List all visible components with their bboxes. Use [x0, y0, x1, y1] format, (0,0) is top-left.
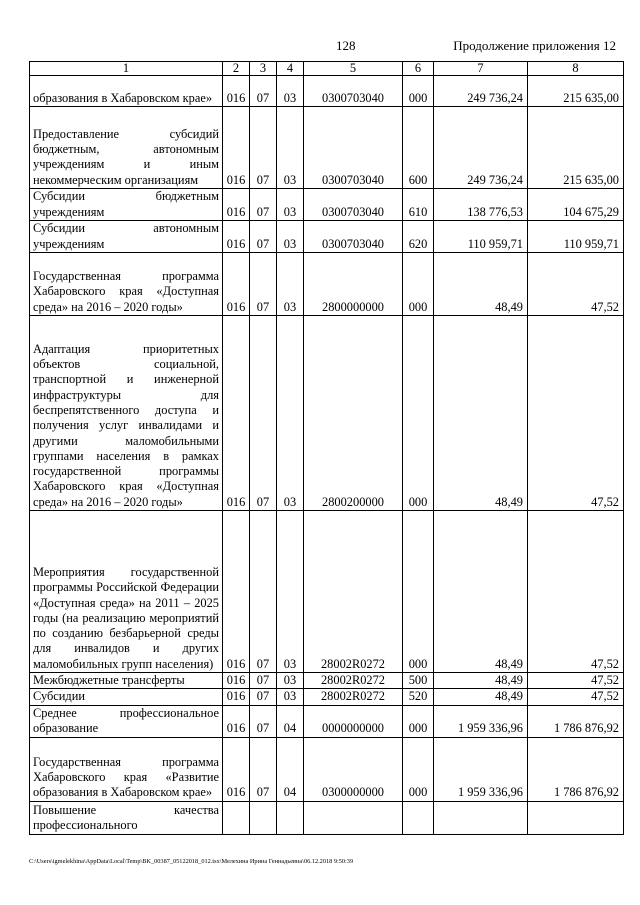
code-expense-type: 520	[403, 689, 434, 705]
code-subsection	[277, 801, 304, 834]
continuation-note: Продолжение приложения 12	[453, 38, 616, 53]
table-row	[30, 705, 624, 737]
column-header: 4	[277, 62, 304, 76]
item-name: Государственная программа Хабаровского края «Доступная среда» на 2016 – 2020 годы»	[30, 253, 223, 316]
column-header: 6	[403, 62, 434, 76]
code-target	[304, 801, 403, 834]
code-expense-type: 000	[403, 511, 434, 673]
code-ministry: 016	[223, 253, 250, 316]
code-section: 07	[250, 705, 277, 737]
code-expense-type: 610	[403, 189, 434, 221]
item-name: Межбюджетные трансферты	[30, 673, 223, 689]
amount-year2: 110 959,71	[528, 221, 624, 253]
amount-year1: 1 959 336,96	[434, 737, 528, 801]
item-name: Субсидии	[30, 689, 223, 705]
amount-year2: 1 786 876,92	[528, 705, 624, 737]
code-subsection: 03	[277, 316, 304, 511]
column-header: 1	[30, 62, 223, 76]
code-expense-type: 000	[403, 705, 434, 737]
code-expense-type	[403, 801, 434, 834]
item-name: образования в Хабаровском крае»	[30, 76, 223, 107]
amount-year2: 215 635,00	[528, 76, 624, 107]
code-target: 2800000000	[304, 253, 403, 316]
code-ministry: 016	[223, 189, 250, 221]
table-row	[30, 221, 624, 253]
amount-year1: 48,49	[434, 316, 528, 511]
amount-year1: 48,49	[434, 689, 528, 705]
code-subsection: 03	[277, 253, 304, 316]
code-section: 07	[250, 689, 277, 705]
code-ministry: 016	[223, 316, 250, 511]
table-row	[30, 189, 624, 221]
amount-year2: 47,52	[528, 253, 624, 316]
amount-year2: 47,52	[528, 316, 624, 511]
code-section	[250, 801, 277, 834]
code-expense-type: 000	[403, 316, 434, 511]
file-path-footer: C:\Users\igmelekhina\AppData\Local\Temp\BK_00387_05122018_012.tsx\Мелехина Ирина Геннадьевна\06.12.2018 9:50:39	[29, 858, 354, 865]
code-expense-type: 000	[403, 737, 434, 801]
code-target: 0300703040	[304, 107, 403, 189]
column-number-row	[30, 62, 624, 76]
budget-table	[29, 61, 624, 835]
code-expense-type: 500	[403, 673, 434, 689]
item-name: Субсидии автономным учреждениям	[30, 221, 223, 253]
code-ministry: 016	[223, 76, 250, 107]
code-section: 07	[250, 189, 277, 221]
code-ministry	[223, 801, 250, 834]
code-target: 0300000000	[304, 737, 403, 801]
item-name: Мероприятия государственной программы Российской Федерации «Доступная среда» на 2011 – 2025 годы (на реализацию мероприятий по созданию безбарьерной среды для инвалидов и других маломобильных групп населения)	[30, 511, 223, 673]
code-section: 07	[250, 511, 277, 673]
amount-year1: 48,49	[434, 511, 528, 673]
code-section: 07	[250, 107, 277, 189]
column-header: 7	[434, 62, 528, 76]
code-section: 07	[250, 76, 277, 107]
column-header: 3	[250, 62, 277, 76]
table-row	[30, 801, 624, 834]
page-number: 128	[336, 38, 356, 53]
item-name: Субсидии бюджетным учреждениям	[30, 189, 223, 221]
code-ministry: 016	[223, 737, 250, 801]
column-header: 8	[528, 62, 624, 76]
amount-year1: 1 959 336,96	[434, 705, 528, 737]
code-section: 07	[250, 221, 277, 253]
code-ministry: 016	[223, 221, 250, 253]
code-target: 2800200000	[304, 316, 403, 511]
code-section: 07	[250, 673, 277, 689]
code-target: 28002R0272	[304, 689, 403, 705]
code-expense-type: 620	[403, 221, 434, 253]
table-row	[30, 107, 624, 189]
amount-year1: 48,49	[434, 253, 528, 316]
code-subsection: 03	[277, 221, 304, 253]
amount-year1: 138 776,53	[434, 189, 528, 221]
code-ministry: 016	[223, 705, 250, 737]
table-row	[30, 253, 624, 316]
column-header: 2	[223, 62, 250, 76]
amount-year2: 47,52	[528, 689, 624, 705]
item-name: Предоставление субсидий бюджетным, автономным учреждениям и иным некоммерческим организациям	[30, 107, 223, 189]
code-target: 0000000000	[304, 705, 403, 737]
code-ministry: 016	[223, 107, 250, 189]
amount-year1: 249 736,24	[434, 76, 528, 107]
code-section: 07	[250, 737, 277, 801]
table-row	[30, 316, 624, 511]
amount-year2: 47,52	[528, 511, 624, 673]
column-header: 5	[304, 62, 403, 76]
table-row	[30, 689, 624, 705]
amount-year2: 1 786 876,92	[528, 737, 624, 801]
code-target: 0300703040	[304, 189, 403, 221]
code-subsection: 04	[277, 737, 304, 801]
code-subsection: 03	[277, 689, 304, 705]
amount-year2	[528, 801, 624, 834]
amount-year2: 215 635,00	[528, 107, 624, 189]
amount-year1: 249 736,24	[434, 107, 528, 189]
amount-year1: 110 959,71	[434, 221, 528, 253]
code-section: 07	[250, 316, 277, 511]
code-target: 28002R0272	[304, 673, 403, 689]
item-name: Среднее профессиональное образование	[30, 705, 223, 737]
code-expense-type: 600	[403, 107, 434, 189]
table-row	[30, 511, 624, 673]
code-expense-type: 000	[403, 253, 434, 316]
amount-year2: 47,52	[528, 673, 624, 689]
item-name: Повышение качества профессионального	[30, 801, 223, 834]
code-target: 0300703040	[304, 221, 403, 253]
code-ministry: 016	[223, 673, 250, 689]
table-row	[30, 673, 624, 689]
code-section: 07	[250, 253, 277, 316]
item-name: Государственная программа Хабаровского края «Развитие образования в Хабаровском крае»	[30, 737, 223, 801]
code-subsection: 03	[277, 107, 304, 189]
code-ministry: 016	[223, 511, 250, 673]
code-subsection: 04	[277, 705, 304, 737]
table-row	[30, 737, 624, 801]
item-name: Адаптация приоритетных объектов социальной, транспортной и инженерной инфраструктуры для беспрепятственного доступа и получения услуг инвалидами и другими маломобильными группами населения в рамках государственной программы Хабаровского края «Доступная среда» на 2016 – 2020 годы»	[30, 316, 223, 511]
table-row	[30, 76, 624, 107]
amount-year1: 48,49	[434, 673, 528, 689]
amount-year2: 104 675,29	[528, 189, 624, 221]
code-target: 28002R0272	[304, 511, 403, 673]
amount-year1	[434, 801, 528, 834]
code-expense-type: 000	[403, 76, 434, 107]
code-subsection: 03	[277, 76, 304, 107]
code-target: 0300703040	[304, 76, 403, 107]
code-ministry: 016	[223, 689, 250, 705]
code-subsection: 03	[277, 511, 304, 673]
code-subsection: 03	[277, 673, 304, 689]
code-subsection: 03	[277, 189, 304, 221]
